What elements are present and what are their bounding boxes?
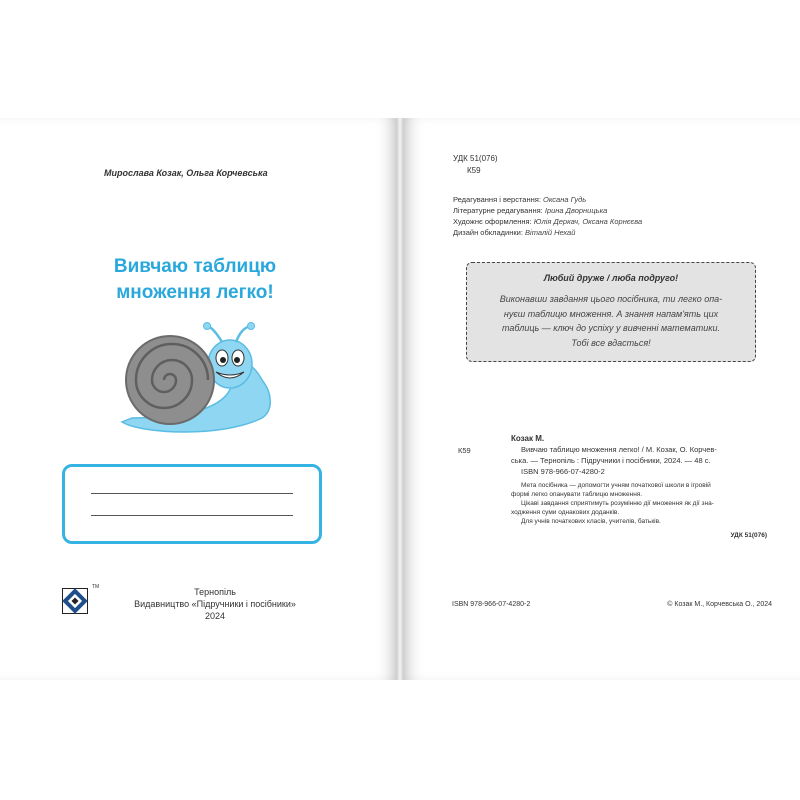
annotation-line: формі легко опанувати таблицю множення. xyxy=(511,491,643,498)
publication-year: 2024 xyxy=(204,611,226,621)
book-title xyxy=(60,254,330,306)
authors: Мирослава Козак, Ольга Корчевська xyxy=(104,168,268,178)
copyright: © Козак М., Корчевська О., 2024 xyxy=(667,601,772,608)
snail-illustration xyxy=(112,322,282,442)
title-line-1: Вивчаю таблицю xyxy=(113,256,277,277)
title-line-2: множення легко! xyxy=(116,282,274,303)
udk-block xyxy=(453,153,498,177)
isbn-footer: ISBN 978-966-07-4280-2 xyxy=(452,601,531,608)
name-field-frame xyxy=(62,464,322,544)
annotation xyxy=(511,481,767,526)
publisher-block xyxy=(100,586,330,622)
publisher-name: Видавництво «Підручники і посібники» xyxy=(134,599,296,609)
message-line: Тобі все вдасться! xyxy=(571,337,651,348)
udk-code: УДК 51(076) xyxy=(453,154,498,163)
book-gutter xyxy=(396,118,404,680)
publisher-logo-icon xyxy=(62,588,88,614)
publisher-city: Тернопіль xyxy=(194,587,236,597)
name-line-2 xyxy=(91,515,293,516)
trademark-mark: ТМ xyxy=(92,584,100,590)
credit-art-design: Художнє оформлення: Юлія Деркач, Оксана Корнєєва xyxy=(453,217,643,226)
bib-line: Вивчаю таблицю множення легко! / М. Козак, О. Корчев- xyxy=(521,445,717,454)
message-line: Виконавши завдання цього посібника, ти легко опа- xyxy=(499,294,723,304)
bbk-code: К59 xyxy=(467,166,481,175)
annotation-line: Цікаві завдання сприятимуть розумінню дії множення як дії зна- xyxy=(521,500,714,507)
annotation-line: ходження суми однакових доданків. xyxy=(511,509,620,516)
bib-line: ська. — Тернопіль : Підручники і посібники, 2024. — 48 с. xyxy=(511,456,711,465)
bib-author: Козак М. xyxy=(511,434,545,443)
annotation-line: Для учнів початкових класів, учителів, батьків. xyxy=(521,518,661,525)
name-line-1 xyxy=(91,493,293,494)
message-line: таблиць — ключ до успіху у вивченні математики. xyxy=(502,323,720,333)
credits-list xyxy=(453,194,642,238)
credit-cover-design: Дизайн обкладинки: Віталій Нехай xyxy=(453,228,576,237)
bib-isbn: ISBN 978-966-07-4280-2 xyxy=(521,467,605,476)
reader-message-box xyxy=(466,262,756,362)
credit-editing: Редагування і верстання: Оксана Гудь xyxy=(453,195,587,204)
credit-literary-editing: Літературне редагування: Ірина Дворницька xyxy=(453,206,608,215)
udk-bottom: УДК 51(076) xyxy=(730,532,767,539)
message-line: нуєш таблицю множення. А знання напам'ять цих xyxy=(503,308,719,319)
bib-class-code: К59 xyxy=(458,446,471,455)
message-body xyxy=(477,292,745,350)
message-title: Любий друже / люба подруго! xyxy=(543,273,679,283)
annotation-line: Мета посібника — допомогти учням початкової школи в ігровій xyxy=(521,482,711,489)
bibliographic-record xyxy=(511,433,767,541)
